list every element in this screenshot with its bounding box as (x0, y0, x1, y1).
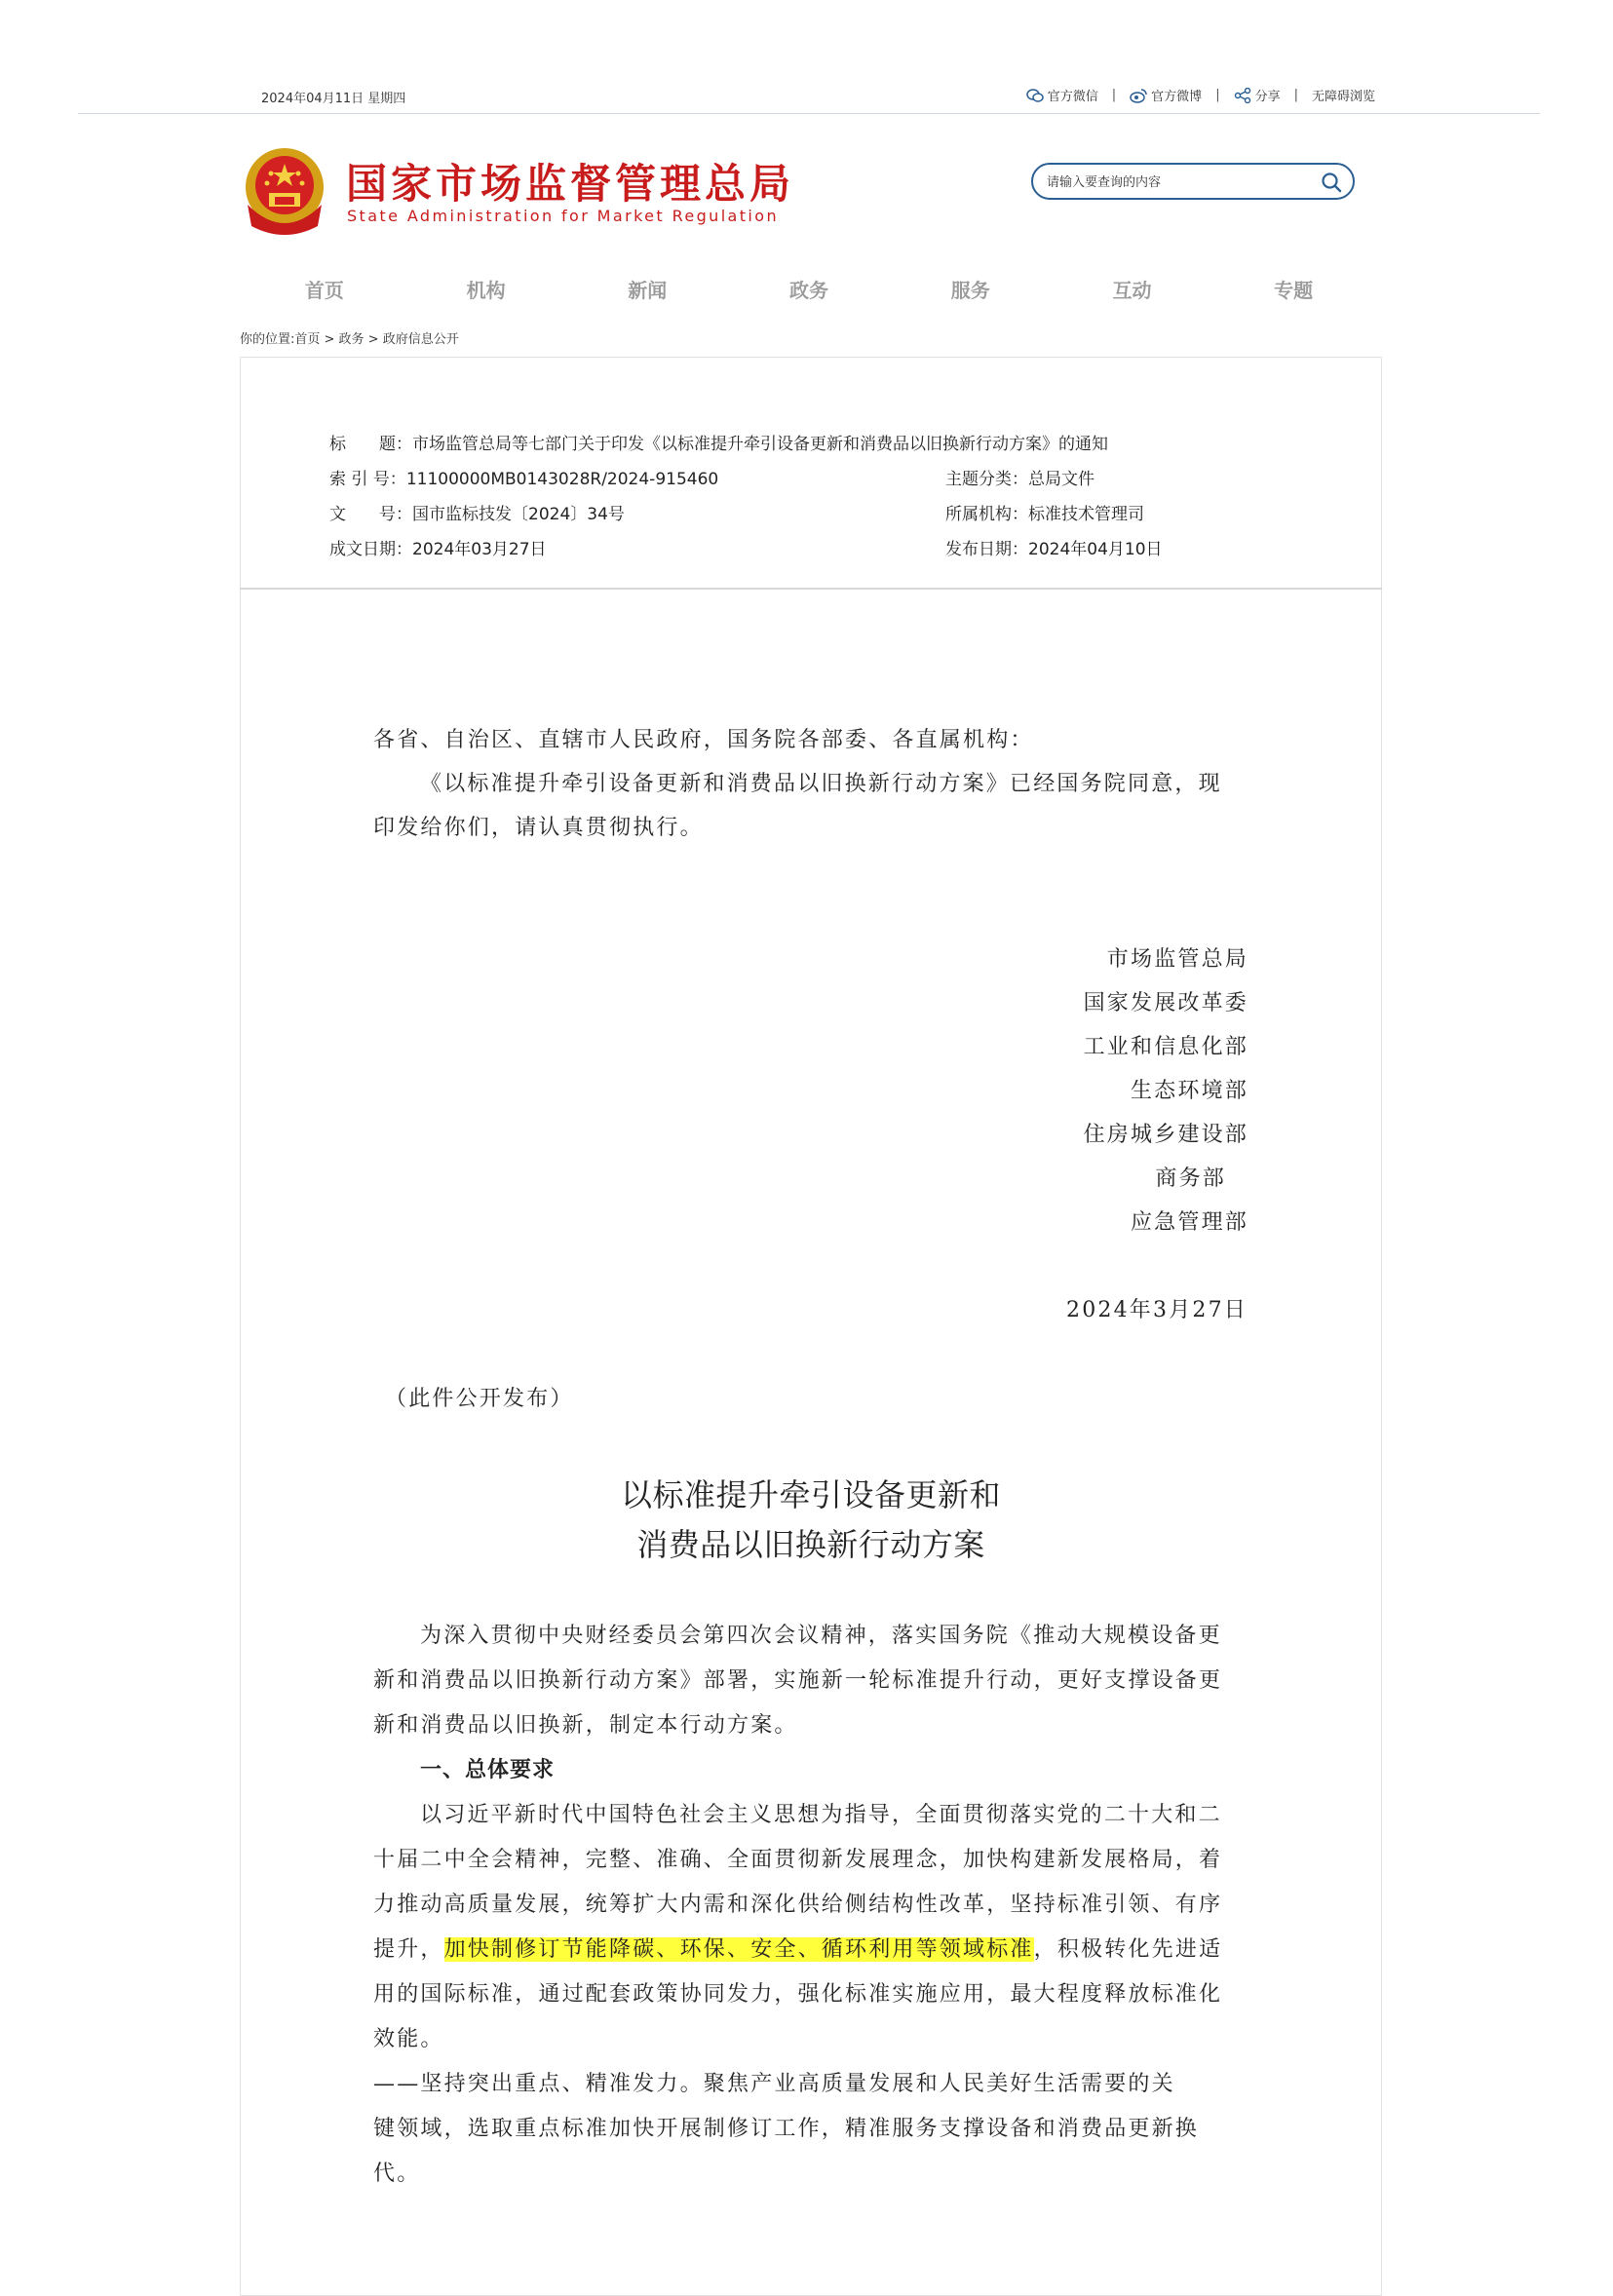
meta-published-label: 发布日期： (945, 540, 1028, 559)
meta-category-value: 总局文件 (1028, 470, 1095, 489)
nav-item-organization[interactable]: 机构 (466, 279, 506, 302)
nav-item-government-affairs[interactable]: 政务 (789, 279, 829, 302)
meta-org (945, 500, 1144, 524)
nav-item-interaction[interactable]: 互动 (1112, 279, 1152, 302)
principle-line: 键领域，选取重点标准加快开展制修订工作，精准服务支撑设备和消费品更新换 (373, 2117, 1200, 2141)
signatory: 工业和信息化部 (1083, 1035, 1248, 1059)
national-emblem-logo[interactable] (242, 146, 327, 236)
section-heading: 一、总体要求 (420, 1758, 556, 1782)
meta-index (329, 465, 718, 489)
section-line: 效能。 (373, 2027, 444, 2051)
accessibility-link[interactable] (1312, 86, 1375, 104)
section-line: 十届二中全会精神，完整、准确、全面贯彻新发展理念，加快构建新发展格局，着 (373, 1848, 1223, 1872)
weibo-label: 官方微博 (1151, 90, 1203, 104)
accessibility-label: 无障碍浏览 (1311, 90, 1375, 104)
weibo-icon (1130, 88, 1147, 103)
salutation: 各省、自治区、直辖市人民政府，国务院各部委、各直属机构： (373, 728, 1034, 752)
intro-line: 为深入贯彻中央财经委员会第四次会议精神，落实国务院《推动大规模设备更 (420, 1624, 1222, 1648)
highlighted-text: 加快制修订节能降碳、环保、安全、循环利用等领域标准 (443, 1937, 1034, 1962)
meta-title (329, 430, 1108, 454)
signatory: 市场监管总局 (1106, 947, 1248, 972)
search-icon[interactable] (1320, 171, 1343, 194)
separator: | (1293, 88, 1298, 102)
meta-org-label: 所属机构： (945, 505, 1028, 524)
main-nav (244, 275, 1374, 310)
section-line: 力推动高质量发展，统筹扩大内需和深化供给侧结构性改革，坚持标准引领、有序 (373, 1893, 1223, 1917)
weibo-link[interactable] (1130, 86, 1202, 104)
publication-note: （此件公开发布） (385, 1387, 574, 1411)
share-link[interactable] (1234, 86, 1281, 104)
line-prefix: 提升， (373, 1937, 444, 1962)
share-label: 分享 (1254, 90, 1281, 104)
meta-published (945, 535, 1163, 559)
nav-item-home[interactable]: 首页 (304, 279, 344, 302)
plan-title-line2: 消费品以旧换新行动方案 (636, 1526, 985, 1563)
nav-item-services[interactable]: 服务 (950, 279, 990, 302)
current-date: 2024年04月11日 星期四 (261, 92, 406, 106)
meta-created (329, 535, 547, 559)
section-line: 用的国际标准，通过配套政策协同发力，强化标准实施应用，最大程度释放标准化 (373, 1982, 1223, 2007)
signatory: 国家发展改革委 (1083, 991, 1248, 1015)
breadcrumb: 你的位置:首页 > 政务 > 政府信息公开 (240, 332, 459, 347)
intro-line: 新和消费品以旧换新，制定本行动方案。 (373, 1713, 798, 1738)
meta-org-value: 标准技术管理司 (1028, 505, 1144, 524)
principle-line: 代。 (373, 2162, 421, 2186)
meta-category-label: 主题分类： (945, 470, 1028, 489)
section-line: 以习近平新时代中国特色社会主义思想为指导，全面贯彻落实党的二十大和二 (420, 1803, 1222, 1827)
signatory: 生态环境部 (1130, 1079, 1248, 1103)
plan-title-line1: 以标准提升牵引设备更新和 (620, 1476, 1001, 1513)
site-subtitle: State Administration for Market Regulation (347, 207, 780, 225)
meta-docno-value: 国市监标技发〔2024〕34号 (412, 505, 625, 524)
share-icon (1234, 88, 1251, 103)
top-divider (78, 113, 1540, 114)
signatory: 应急管理部 (1130, 1210, 1248, 1235)
intro-line: 新和消费品以旧换新行动方案》部署，实施新一轮标准提升行动，更好支撑设备更 (373, 1668, 1223, 1693)
meta-divider (240, 588, 1382, 590)
meta-title-value: 市场监管总局等七部门关于印发《以标准提升牵引设备更新和消费品以旧换新行动方案》的通知 (412, 435, 1108, 454)
site-title[interactable]: 国家市场监督管理总局 (346, 160, 795, 208)
meta-category (945, 465, 1095, 489)
separator: | (1215, 88, 1220, 102)
meta-docno-label: 文 号： (329, 505, 412, 524)
signatory: 住房城乡建设部 (1083, 1123, 1248, 1147)
meta-title-label: 标 题： (329, 435, 412, 454)
signatory: 商务部 (1155, 1167, 1226, 1191)
search-box (1031, 163, 1355, 200)
letter-para-line: 印发给你们，请认真贯彻执行。 (373, 816, 704, 840)
meta-created-label: 成文日期： (329, 540, 412, 559)
wechat-icon (1026, 88, 1044, 103)
letter-para-line: 《以标准提升牵引设备更新和消费品以旧换新行动方案》已经国务院同意，现 (420, 772, 1222, 796)
top-links (1026, 86, 1375, 104)
meta-index-label: 索 引 号： (329, 470, 406, 489)
line-suffix: ，积极转化先进适 (1033, 1937, 1223, 1962)
meta-created-value: 2024年03月27日 (412, 540, 547, 559)
meta-index-value: 11100000MB0143028R/2024-915460 (405, 470, 719, 489)
meta-published-value: 2024年04月10日 (1028, 540, 1163, 559)
section-line-highlighted (373, 1932, 1222, 1963)
meta-docno (329, 500, 625, 524)
wechat-link[interactable] (1026, 86, 1098, 104)
letter-date: 2024年3月27日 (1066, 1298, 1248, 1322)
nav-item-news[interactable]: 新闻 (628, 279, 668, 302)
wechat-label: 官方微信 (1047, 90, 1098, 104)
nav-item-topics[interactable]: 专题 (1274, 279, 1314, 302)
separator: | (1111, 88, 1117, 102)
search-input[interactable] (1045, 172, 1312, 193)
principle-line: ——坚持突出重点、精准发力。聚焦产业高质量发展和人民美好生活需要的关 (373, 2072, 1175, 2096)
